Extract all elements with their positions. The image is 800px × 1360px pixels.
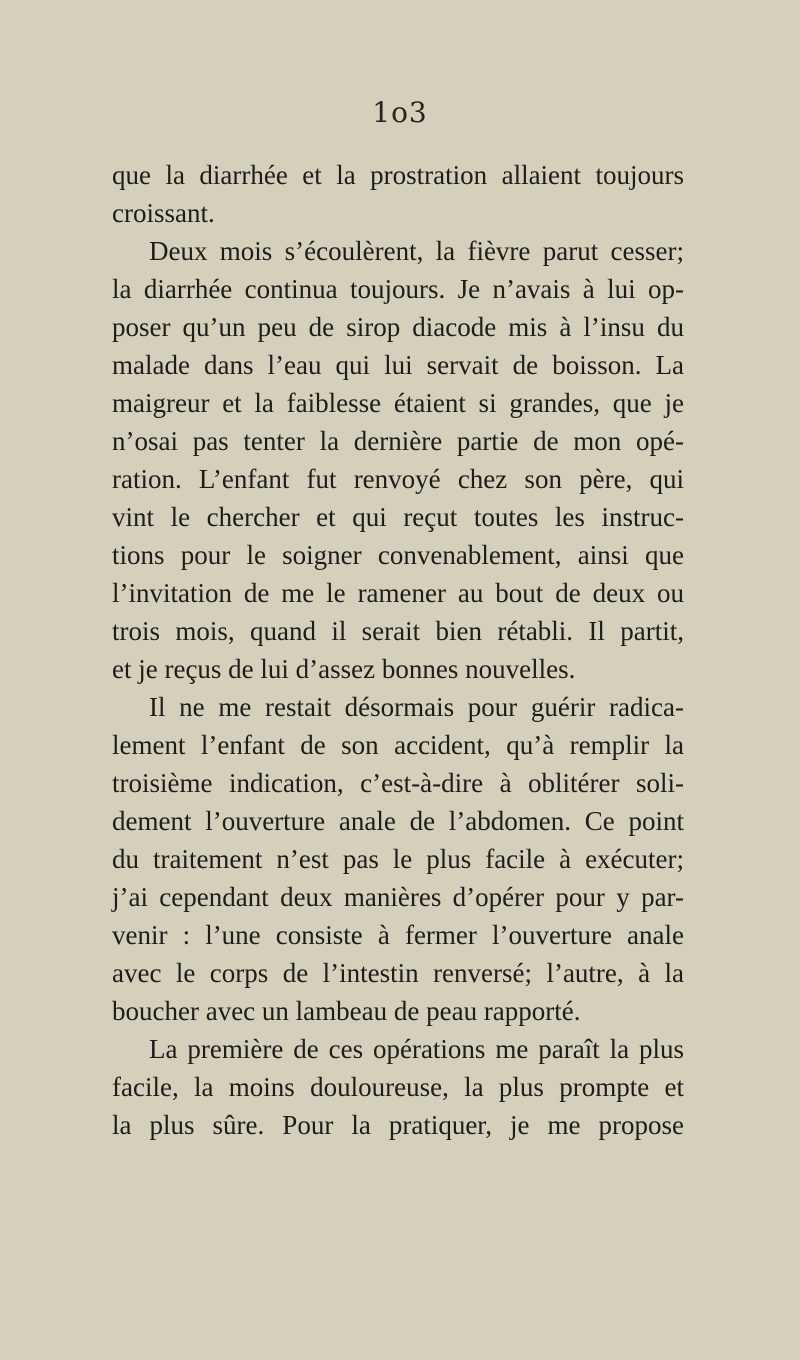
text-line: du traitement n’est pas le plus facile à exécuter; bbox=[112, 844, 684, 874]
text-line: maigreur et la faiblesse étaient si grandes, que je bbox=[112, 388, 684, 418]
text-line: la plus sûre. Pour la pratiquer, je me propose bbox=[112, 1110, 684, 1140]
text-line: avec le corps de l’intestin renversé; l’autre, à la bbox=[112, 958, 684, 988]
text-line: ration. L’enfant fut renvoyé chez son père, qui bbox=[112, 464, 684, 494]
text-line: troisième indication, c’est-à-dire à oblitérer soli- bbox=[112, 768, 684, 798]
text-line: tions pour le soigner convenablement, ainsi que bbox=[112, 540, 684, 570]
text-line: que la diarrhée et la prostration allaient toujours bbox=[112, 160, 684, 190]
text-line: Deux mois s’écoulèrent, la fièvre parut cesser; bbox=[149, 236, 684, 266]
text-line: lement l’enfant de son accident, qu’à remplir la bbox=[112, 730, 684, 760]
text-line: facile, la moins douloureuse, la plus prompte et bbox=[112, 1072, 684, 1102]
text-line: j’ai cependant deux manières d’opérer pour y par- bbox=[112, 882, 684, 912]
page-number: 1o3 bbox=[372, 96, 428, 129]
text-line: venir : l’une consiste à fermer l’ouverture anale bbox=[112, 920, 684, 950]
text-line: la diarrhée continua toujours. Je n’avais à lui op- bbox=[112, 274, 684, 304]
text-line: et je reçus de lui d’assez bonnes nouvelles. bbox=[112, 654, 576, 684]
text-line: La première de ces opérations me paraît la plus bbox=[149, 1034, 684, 1064]
text-line: malade dans l’eau qui lui servait de boisson. La bbox=[112, 350, 684, 380]
text-line: Il ne me restait désormais pour guérir radica- bbox=[149, 692, 684, 722]
text-line: n’osai pas tenter la dernière partie de mon opé- bbox=[112, 426, 684, 456]
body-text bbox=[112, 156, 684, 1144]
text-line: vint le chercher et qui reçut toutes les instruc- bbox=[112, 502, 684, 532]
text-line: croissant. bbox=[112, 198, 215, 228]
text-line: l’invitation de me le ramener au bout de deux ou bbox=[112, 578, 684, 608]
text-line: trois mois, quand il serait bien rétabli. Il partit, bbox=[112, 616, 684, 646]
text-line: dement l’ouverture anale de l’abdomen. Ce point bbox=[112, 806, 684, 836]
text-line: poser qu’un peu de sirop diacode mis à l’insu du bbox=[112, 312, 684, 342]
text-line: boucher avec un lambeau de peau rapporté. bbox=[112, 996, 581, 1026]
